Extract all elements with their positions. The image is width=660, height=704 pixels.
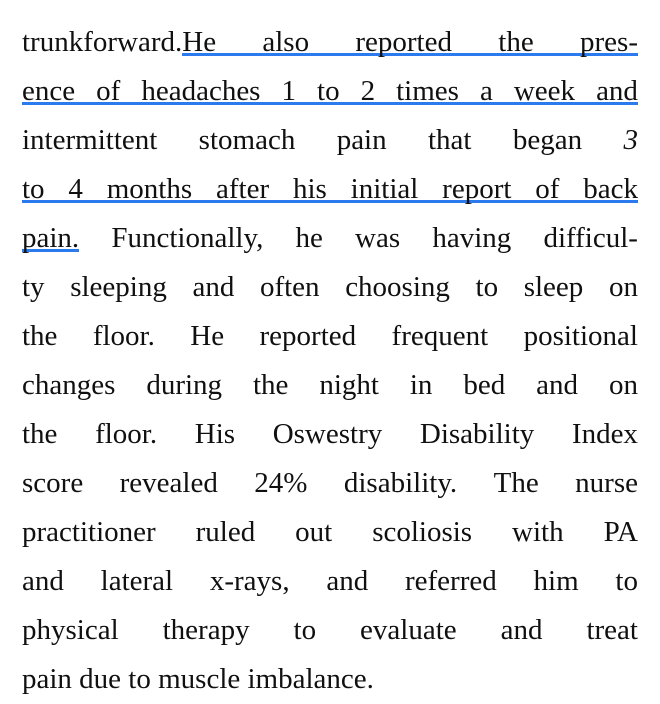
underline-connector (45, 165, 69, 214)
underline-connector (83, 165, 107, 214)
word: difficul- (543, 222, 638, 254)
word: scoliosis (372, 516, 473, 548)
word: during (146, 369, 223, 401)
word: score (22, 467, 84, 499)
word: with (512, 516, 564, 548)
word: months (107, 165, 192, 214)
word: choosing (345, 271, 450, 303)
word: in (409, 369, 433, 401)
word: of (535, 165, 559, 214)
text-line (22, 263, 638, 312)
word: and (596, 67, 638, 116)
word: to (475, 271, 499, 303)
word: and (22, 565, 64, 597)
word: Functionally, (111, 222, 264, 254)
word: also (262, 18, 309, 67)
word: revealed (119, 467, 218, 499)
underline-connector (511, 165, 535, 214)
word: treat (586, 614, 638, 646)
word: week (514, 67, 575, 116)
text-line (22, 116, 638, 165)
word: ty (22, 271, 45, 303)
word: disability. (343, 467, 458, 499)
underline-connector (575, 67, 596, 116)
word: his (293, 165, 327, 214)
word: referred (405, 565, 497, 597)
word: floor. (95, 418, 158, 450)
word: 2 (361, 67, 376, 116)
word: intermittent (22, 124, 158, 156)
word: ruled (195, 516, 256, 548)
word: a (480, 67, 493, 116)
underline-connector (493, 67, 514, 116)
underline-connector (75, 67, 96, 116)
word: headaches (141, 67, 260, 116)
word: he (295, 222, 323, 254)
word: Disability (419, 418, 535, 450)
underline-connector (309, 18, 355, 67)
underline-connector (534, 18, 580, 67)
word: having (432, 222, 512, 254)
word: to (615, 565, 638, 597)
word: Index (571, 418, 638, 450)
word: forward. (83, 26, 183, 58)
text-line (22, 410, 638, 459)
word: frequent (391, 320, 489, 352)
underline-connector (559, 165, 583, 214)
underline-connector (260, 67, 281, 116)
word: 4 (68, 165, 83, 214)
word: 3 (623, 124, 638, 156)
text-line (22, 165, 638, 214)
word: out (295, 516, 333, 548)
word: He (182, 18, 216, 67)
text-line (22, 606, 638, 655)
word: therapy (162, 614, 250, 646)
word: The (493, 467, 539, 499)
word: pain (336, 124, 387, 156)
word: positional (523, 320, 638, 352)
word: the (252, 369, 289, 401)
word: PA (603, 516, 638, 548)
word: and (536, 369, 579, 401)
word: on (608, 271, 638, 303)
underline-connector (452, 18, 498, 67)
word: the (22, 418, 58, 450)
word: pain. (22, 214, 79, 263)
word: the (22, 320, 58, 352)
underline-connector (269, 165, 293, 214)
word: sleeping (70, 271, 167, 303)
word: Oswestry (272, 418, 383, 450)
word: 24% (254, 467, 308, 499)
word: to (22, 165, 45, 214)
word: on (608, 369, 638, 401)
underline-connector (375, 67, 396, 116)
word: times (396, 67, 459, 116)
word: back (583, 165, 638, 214)
underline-connector (120, 67, 141, 116)
word: that (427, 124, 472, 156)
text-line (22, 459, 638, 508)
word: bed (463, 369, 506, 401)
text-line (22, 557, 638, 606)
text-line (22, 214, 638, 263)
word: evaluate (360, 614, 457, 646)
word: His (194, 418, 236, 450)
word: and (326, 565, 369, 597)
word: to (293, 614, 317, 646)
underline-connector (459, 67, 480, 116)
word: sleep (523, 271, 584, 303)
text-line (22, 67, 638, 116)
word: and (192, 271, 235, 303)
word: lateral (100, 565, 174, 597)
underline-connector (192, 165, 216, 214)
body-paragraph (22, 18, 638, 704)
word: changes (22, 369, 116, 401)
word: pres- (580, 18, 638, 67)
word: reported (259, 320, 357, 352)
word: x-rays, (209, 565, 290, 597)
underline-connector (216, 18, 262, 67)
word: 1 (282, 67, 297, 116)
word: the (498, 18, 533, 67)
text-line: pain due to muscle imbalance. (22, 663, 374, 695)
word: initial (351, 165, 419, 214)
text-line (22, 18, 638, 67)
text-line (22, 508, 638, 557)
word: stomach (198, 124, 296, 156)
word: reported (355, 18, 452, 67)
text-line (22, 361, 638, 410)
word: He (190, 320, 225, 352)
word: nurse (575, 467, 638, 499)
word: trunk (22, 26, 84, 58)
word: physical (22, 614, 119, 646)
word: to (317, 67, 340, 116)
word: of (96, 67, 120, 116)
word: him (533, 565, 579, 597)
word: and (500, 614, 543, 646)
word: often (259, 271, 320, 303)
word: was (355, 222, 401, 254)
underline-connector (296, 67, 317, 116)
word: floor. (92, 320, 155, 352)
underline-connector (327, 165, 351, 214)
word: report (442, 165, 511, 214)
underline-connector (340, 67, 361, 116)
text-line (22, 312, 638, 361)
underline-connector (418, 165, 442, 214)
word: after (216, 165, 269, 214)
word: practitioner (22, 516, 156, 548)
word: began (512, 124, 583, 156)
word: night (319, 369, 379, 401)
word: ence (22, 67, 75, 116)
